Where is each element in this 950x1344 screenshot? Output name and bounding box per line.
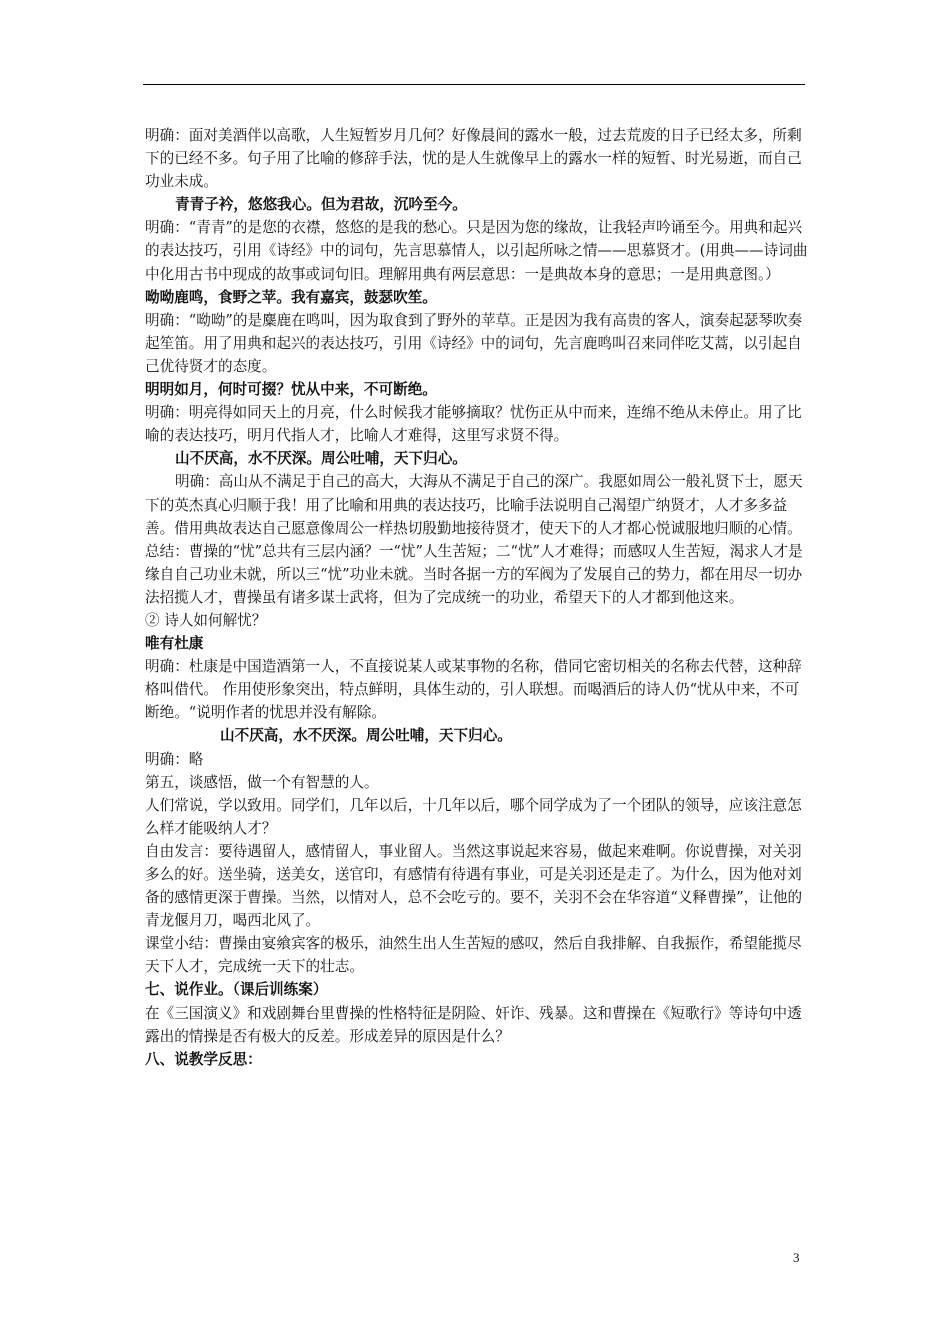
paragraph-8-poem-line: 山不厌高，水不厌深。周公吐哺，天下归心。	[175, 450, 467, 468]
header-rule	[143, 84, 805, 85]
paragraph-4-poem-line: 呦呦鹿鸣，食野之苹。我有嘉宾，鼓瑟吹笙。	[145, 288, 437, 306]
paragraph-9: 明确：高山从不满足于自己的高大，大海从不满足于自己的深广。我愿如周公一般礼贤下士，愿天下的英杰真心归顺于我！用了比喻和用典的表达技巧，比喻手法说明自己渴望广纳贤才，人才多多益善。借用典故表达自己愿意像周公一样热切殷勤地接待贤才，使天下的人才都心悦诚服地归顺的心情。	[145, 473, 803, 537]
paragraph-5: 明确：“呦呦”的是麋鹿在鸣叫，因为取食到了野外的苹草。正是因为我有高贵的客人，演奏起瑟琴吹奏起笙笛。用了用典和起兴的表达技巧，引用《诗经》中的词句，先言鹿鸣叫召来同伴吃艾蒿，以引起自己优待贤才的态度。	[145, 311, 803, 375]
paragraph-14-poem-line: 山不厌高，水不厌深。周公吐哺，天下归心。	[220, 727, 512, 745]
section-heading-reflection: 八、说教学反思：	[145, 1050, 262, 1068]
paragraph-6-poem-line: 明明如月，何时可掇？忧从中来，不可断绝。	[145, 381, 437, 399]
paragraph-12-heading: 唯有杜康	[145, 635, 204, 653]
paragraph-11-question: ② 诗人如何解忧？	[145, 611, 267, 629]
paragraph-13: 明确：杜康是中国造酒第一人，不直接说某人或某事物的名称，借同它密切相关的名称去代替，这种辞格叫借代。 作用使形象突出，特点鲜明，具体生动的，引人联想。而喝酒后的诗人仍“忧从中来，不可断绝。“说明作者的忧思并没有解除。	[145, 658, 802, 722]
paragraph-3: 明确：“青青”的是您的衣襟，悠悠的是我的愁心。只是因为您的缘故，让我轻声吟诵至今。用典和起兴的表达技巧，引用《诗经》中的词句，先言思慕情人，以引起所咏之情——思慕贤才。(用典——诗词曲中化用古书中现成的故事或词句旧。理解用典有两层意思：一是典故本身的意思；一是用典意图。）	[145, 219, 808, 283]
paragraph-7: 明确：明亮得如同天上的月亮，什么时候我才能够摘取？忧伤正从中而来，连绵不绝从未停止。用了比喻的表达技巧，明月代指人才，比喻人才难得，这里写求贤不得。	[145, 404, 802, 445]
paragraph-17: 人们常说，学以致用。同学们，几年以后，十几年以后，哪个同学成为了一个团队的领导，应该注意怎么样才能吸纳人才？	[145, 796, 802, 837]
paragraph-18: 自由发言：要待遇留人，感情留人，事业留人。当然这事说起来容易，做起来难啊。你说曹操，对关羽多么的好。送坐骑，送美女，送官印，有感情有待遇有事业，可是关羽还是走了。为什么，因为他对刘备的感情更深于曹操。当然，以情对人，总不会吃亏的。要不，关羽不会在华容道“义释曹操”，让他的青龙偃月刀，喝西北风了。	[145, 842, 803, 930]
paragraph-10-summary: 总结：曹操的“忧”总共有三层内涵？一“忧”人生苦短；二“忧”人才难得；而感叹人生苦短，渴求人才是缘自自己功业未就，所以三“忧”功业未就。当时各据一方的军阀为了发展自己的势力，都在用尽一切办法招揽人才，曹操虽有诸多谋士武将，但为了完成统一的功业，希望天下的人才都到他这来。	[145, 542, 803, 606]
paragraph-21-homework: 在《三国演义》和戏剧舞台里曹操的性格特征是阴险、奸诈、残暴。这和曹操在《短歌行》等诗句中透露出的情操是否有极大的反差。形成差异的原因是什么？	[145, 1004, 802, 1045]
paragraph-16: 第五，谈感悟，做一个有智慧的人。	[145, 773, 379, 791]
paragraph-19-class-summary: 课堂小结：曹操由宴飨宾客的极乐，油然生出人生苦短的感叹，然后自我排解、自我振作，希望能揽尽天下人才，完成统一天下的壮志。	[145, 935, 802, 976]
document-body	[145, 124, 810, 1071]
paragraph-15: 明确：略	[145, 750, 204, 768]
page-number: 3	[793, 1250, 800, 1265]
paragraph-1: 明确：面对美酒伴以高歌，人生短暂岁月几何？好像晨间的露水一般，过去荒废的日子已经太多，所剩下的已经不多。句子用了比喻的修辞手法，忧的是人生就像早上的露水一样的短暂、时光易逝，而自己功业未成。	[145, 127, 802, 191]
paragraph-2-poem-line: 青青子衿，悠悠我心。但为君故，沉吟至今。	[175, 196, 467, 214]
section-heading-homework: 七、说作业。（课后训练案）	[145, 981, 328, 999]
